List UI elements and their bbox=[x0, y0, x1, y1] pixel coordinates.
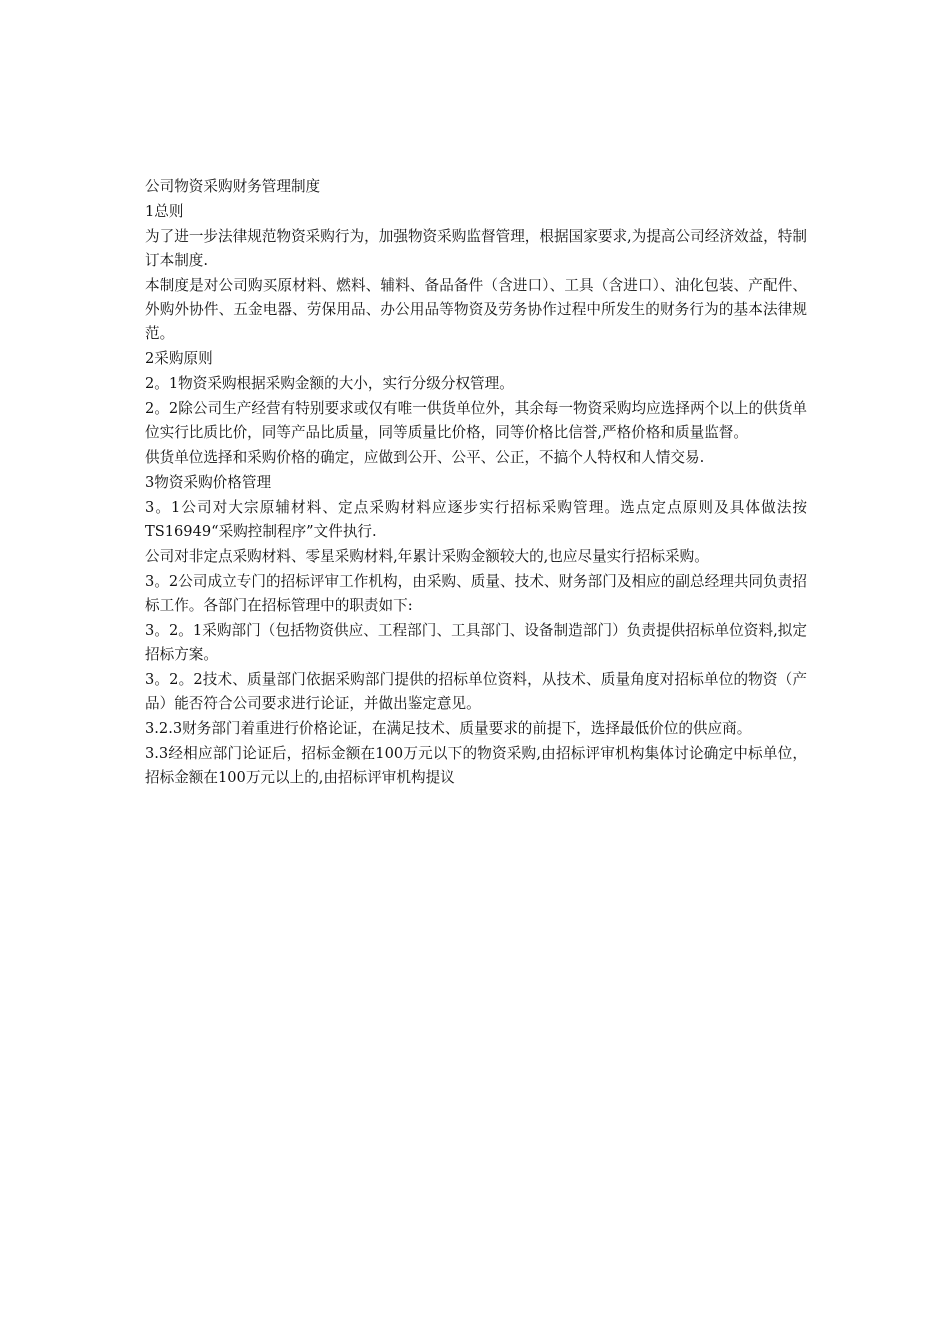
document-title: 公司物资采购财务管理制度 bbox=[145, 178, 321, 195]
document-body bbox=[145, 175, 807, 791]
paragraph: 3。1公司对大宗原辅材料、定点采购材料应逐步实行招标采购管理。选点定点原则及具体做法按TS16949“采购控制程序”文件执行. bbox=[145, 499, 807, 540]
paragraph: 3。2。2技术、质量部门依据采购部门提供的招标单位资料，从技术、质量角度对招标单位的物资（产品）能否符合公司要求进行论证，并做出鉴定意见。 bbox=[145, 671, 807, 712]
paragraph: 3。2公司成立专门的招标评审工作机构，由采购、质量、技术、财务部门及相应的副总经理共同负责招标工作。各部门在招标管理中的职责如下: bbox=[145, 573, 807, 614]
paragraph: 2。1物资采购根据采购金额的大小，实行分级分权管理。 bbox=[145, 375, 514, 392]
paragraph: 本制度是对公司购买原材料、燃料、辅料、备品备件（含进口）、工具（含进口）、油化包装、产配件、外购外协件、五金电器、劳保用品、办公用品等物资及劳务协作过程中所发生的财务行为的基本法律规范。 bbox=[145, 277, 807, 342]
paragraph: 供货单位选择和采购价格的确定，应做到公开、公平、公正，不搞个人特权和人情交易. bbox=[145, 449, 705, 466]
paragraph: 3.3经相应部门论证后，招标金额在100万元以下的物资采购,由招标评审机构集体讨论确定中标单位，招标金额在100万元以上的,由招标评审机构提议 bbox=[145, 745, 807, 786]
section-heading-price-management: 3物资采购价格管理 bbox=[145, 474, 272, 491]
section-heading-principles: 2采购原则 bbox=[145, 350, 213, 367]
paragraph: 为了进一步法律规范物资采购行为，加强物资采购监督管理，根据国家要求,为提高公司经济效益，特制订本制度. bbox=[145, 228, 807, 269]
paragraph: 2。2除公司生产经营有特别要求或仅有唯一供货单位外，其余每一物资采购均应选择两个以上的供货单位实行比质比价，同等产品比质量，同等质量比价格，同等价格比信誉,严格价格和质量监督。 bbox=[145, 400, 807, 441]
section-heading-general: 1总则 bbox=[145, 203, 184, 220]
paragraph: 3。2。1采购部门（包括物资供应、工程部门、工具部门、设备制造部门）负责提供招标单位资料,拟定招标方案。 bbox=[145, 622, 807, 663]
paragraph: 公司对非定点采购材料、零星采购材料,年累计采购金额较大的,也应尽量实行招标采购。 bbox=[145, 548, 709, 565]
paragraph: 3.2.3财务部门着重进行价格论证，在满足技术、质量要求的前提下，选择最低价位的供应商。 bbox=[145, 720, 752, 737]
